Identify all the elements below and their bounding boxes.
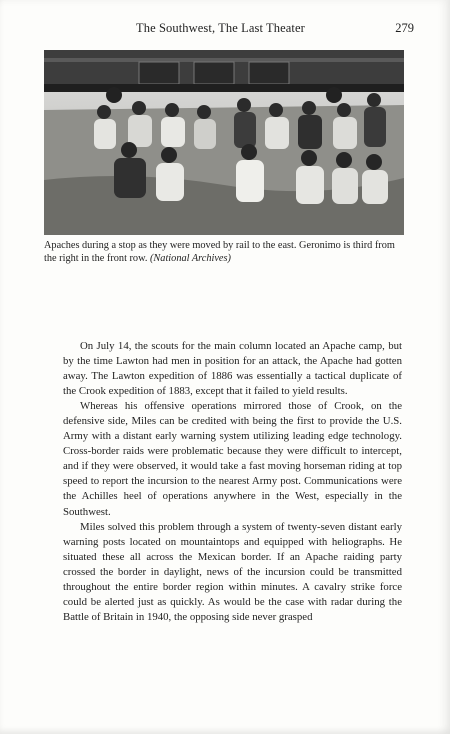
group-of-people: [94, 93, 386, 149]
paragraph: On July 14, the scouts for the main column located an Apache camp, but by the time Lawton had men in position for an attack, the Apache had gotten away. The Lawton expedition of 1886 was essentially a tactical duplicate of the Crook expedition of 1883, except that it failed to yield results.: [63, 340, 402, 398]
running-title: The Southwest, The Last Theater: [136, 21, 305, 35]
caption-text: Apaches during a stop as they were moved by rail to the east. Geronimo is third from the right in the front row.: [44, 240, 395, 264]
running-head: [40, 21, 414, 39]
caption-source: (National Archives): [150, 253, 231, 264]
paragraph: Miles solved this problem through a system of twenty-seven distant early warning posts located on mountaintops and equipped with heliographs. He situated these all across the Mexican border. If an Apache raiding party crossed the border in daylight, news of the incursion could be transmitted throughout the entire border region within minutes. A cavalry strike force could be alerted just as quickly. As would be the case with radar during the Battle of Britain in 1940, the opposing side never grasped: [63, 520, 402, 623]
body-text: [63, 339, 402, 625]
photo-illustration: [44, 50, 404, 235]
paragraph: Whereas his offensive operations mirrored those of Crook, on the defensive side, Miles can be credited with being the first to provide the U.S. Army with a distant early warning system utilizing leading edge technology. Cross-border raids were problematic because they were difficult to intercept, and if they were observed, it would take a fast moving horseman riding at top speed to report the incursion to the nearest Army post. Communications were the Achilles heel of operations anywhere in the West, especially in the Southwest.: [63, 400, 402, 518]
page-number: 279: [395, 21, 414, 35]
historical-photograph: [44, 50, 404, 235]
figure-caption: [44, 239, 406, 265]
